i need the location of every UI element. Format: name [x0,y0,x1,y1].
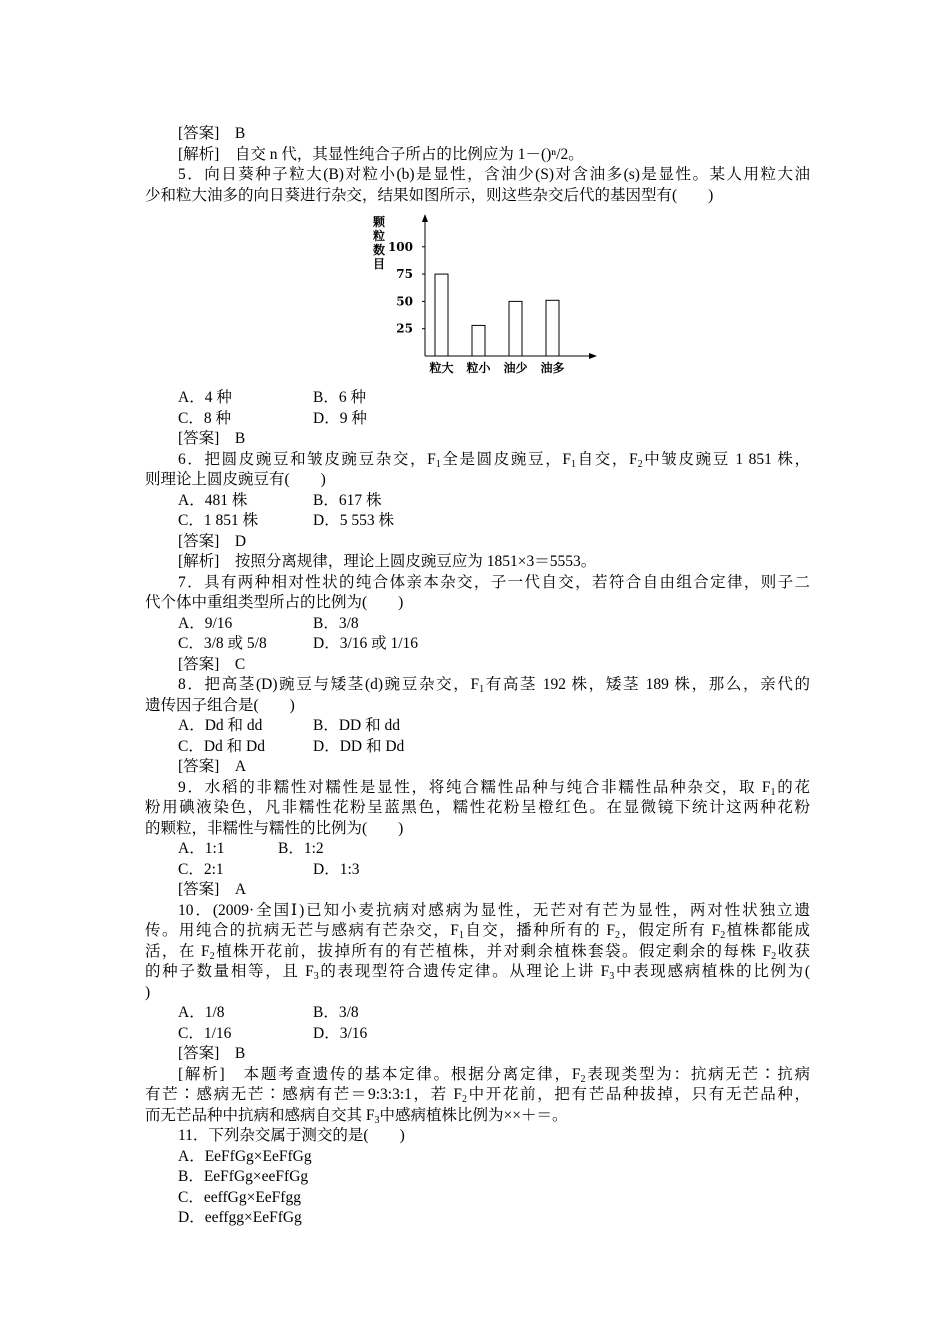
question-7-options-row-2 [145,634,810,655]
question-5-options-row-1 [145,388,810,409]
explanation-q10-line-3: 而无芒品种中抗病和感病自交其 $F_3$中感病植株比例为××＋＝。 [145,1106,568,1126]
question-9-line-1: 9．水稻的非糯性对糯性是显性，将纯合糯性品种与纯合非糯性品种杂交，取 $F_1$的花 [178,778,810,798]
question-5-line-2: 少和粒大油多的向日葵进行杂交，结果如图所示，则这些杂交后代的基因型有( ) [145,186,714,204]
option-d[interactable]: D．eeffgg×EeFfGg [178,1209,302,1226]
option-a[interactable]: A．1:1 [178,840,225,857]
grain-chart [145,206,810,388]
explanation-q6: [解析] 按照分离规律，理论上圆皮豌豆应为 1851×3＝5553。 [178,553,597,570]
y-axis-arrow [422,214,428,222]
question-9-line-3: 的颗粒，非糯性与糯性的比例为( ) [145,819,404,837]
answer-q9: [答案] A [178,881,247,898]
option-d[interactable]: D．5 553 株 [313,512,394,529]
bar [546,300,559,356]
question-5-line-1: 5．向日葵种子粒大(B)对粒小(b)是显性，含油少(S)对含油多(s)是显性。某人用粒大油 [178,166,810,183]
bar-chart [365,206,605,388]
option-b[interactable]: B．DD 和 dd [313,717,400,734]
y-axis-label-char: 颗 [372,215,386,229]
question-8-options-row-2 [145,737,810,758]
y-tick-label: 25 [396,321,413,336]
y-axis-label-char: 粒 [372,229,386,243]
x-tick-label: 粒大 [429,361,454,375]
option-a[interactable]: A．481 株 [178,491,248,509]
answer-q8: [答案] A [178,758,247,775]
y-tick-label: 50 [396,294,413,309]
question-8-line-1: 8．把高茎(D)豌豆与矮茎(d)豌豆杂交，$F_1$有高茎 192 株，矮茎 189 株，那么，亲代的 [178,676,810,695]
explanation-q10-line-2: 有芒∶感病无芒∶感病有芒＝9:3:3:1，若 $F_2$中开花前，把有芒品种拔掉，只有无芒品种， [145,1086,810,1105]
question-7-line-2: 代个体中重组类型所占的比例为( ) [145,594,404,611]
question-10-line-5: ) [145,983,151,1001]
answer-q6: [答案] D [178,532,247,550]
question-9-options-row-2 [145,860,810,881]
question-10-options-row-1 [145,1003,810,1024]
option-d[interactable]: D．DD 和 Dd [313,737,405,755]
explanation-q4: [解析] 自交 n 代，其显性纯合子所占的比例应为 1－()ⁿ/2。 [178,145,584,163]
option-c[interactable]: C．eeffGg×EeFfgg [178,1188,301,1206]
question-9-line-2: 粉用碘液染色，凡非糯性花粉呈蓝黑色，糯性花粉呈橙红色。在显微镜下统计这两种花粉 [145,799,810,816]
option-b[interactable]: B．3/8 [313,1004,359,1021]
x-tick-label: 油多 [540,361,565,375]
option-c[interactable]: C．8 种 [178,409,231,427]
option-c[interactable]: C．Dd 和 Dd [178,737,265,755]
question-8-options-row-1 [145,716,810,737]
explanation-q10-line-1: [解析] 本题考查遗传的基本定律。根据分离定律，$F_2$表现类型为：抗病无芒∶抗病 [178,1065,810,1085]
option-d[interactable]: D．9 种 [313,409,367,427]
option-c[interactable]: C．3/8 或 5/8 [178,635,267,652]
y-tick-label: 100 [387,239,413,254]
option-c[interactable]: C．1 851 株 [178,512,259,529]
option-b[interactable]: B．3/8 [313,614,359,632]
question-10-line-4: 的种子数量相等，且 $F_3$的表现型符合遗传定律。从理论上讲 $F_3$中表现感病植株的比例为( [145,963,810,982]
question-10-line-1: 10．(2009·全国Ⅰ)已知小麦抗病对感病为显性，无芒对有芒为显性，两对性状独立遗 [178,901,810,919]
question-8-line-2: 遗传因子组合是( ) [145,696,295,714]
question-7-options-row-1 [145,614,810,635]
answer-q4: [答案] B [178,125,246,142]
option-a[interactable]: A．Dd 和 dd [178,717,263,734]
y-axis-label-char: 目 [372,257,386,271]
option-a[interactable]: A．1/8 [178,1004,225,1021]
option-d[interactable]: D．3/16 [313,1024,368,1042]
question-6-options-row-2 [145,511,810,532]
option-a[interactable]: A．9/16 [178,614,233,632]
option-b[interactable]: B．6 种 [313,389,366,406]
x-tick-label: 油少 [503,361,528,375]
option-a[interactable]: A．EeFfGg×EeFfGg [178,1147,312,1165]
answer-q5: [答案] B [178,430,246,447]
option-a[interactable]: A．4 种 [178,389,232,406]
question-10-line-2: 传。用纯合的抗病无芒与感病有芒杂交，$F_1$自交，播种所有的 $F_2$，假定所有 $F_2$植株都能成 [145,922,810,941]
question-6-line-2: 则理论上圆皮豌豆有( ) [145,471,326,488]
option-b[interactable]: B．617 株 [313,491,382,509]
option-d[interactable]: D．3/16 或 1/16 [313,635,419,652]
y-tick-label: 75 [396,267,413,282]
question-10-options-row-2 [145,1024,810,1045]
question-9-options-row-1 [145,839,810,860]
answer-q10: [答案] B [178,1045,246,1062]
x-tick-label: 粒小 [466,361,491,375]
bar [509,301,522,356]
y-axis-label-char: 数 [372,243,386,257]
bar [435,274,448,356]
question-5-options-row-2 [145,409,810,430]
option-b[interactable]: B．1:2 [278,840,324,857]
option-c[interactable]: C．2:1 [178,860,224,878]
question-6-line-1: 6．把圆皮豌豆和皱皮豌豆杂交，$F_1$全是圆皮豌豆，$F_1$自交，$F_2$中皱皮豌豆 1 851 株， [178,450,810,470]
option-b[interactable]: B．EeFfGg×eeFfGg [178,1168,309,1185]
answer-q7: [答案] C [178,655,246,673]
question-6-options-row-1 [145,491,810,512]
document-content [145,124,810,1229]
question-10-line-3: 活，在 $F_2$植株开花前，拔掉所有的有芒植株，并对剩余植株套袋。假定剩余的每株 $F_2$收获 [145,942,810,962]
option-c[interactable]: C．1/16 [178,1024,232,1042]
bar [472,325,485,356]
question-11-line-1: 11．下列杂交属于测交的是( ) [178,1127,405,1144]
x-axis-arrow [589,353,597,359]
question-7-line-1: 7．具有两种相对性状的纯合体亲本杂交，子一代自交，若符合自由组合定律，则子二 [178,573,810,591]
option-d[interactable]: D．1:3 [313,860,360,878]
